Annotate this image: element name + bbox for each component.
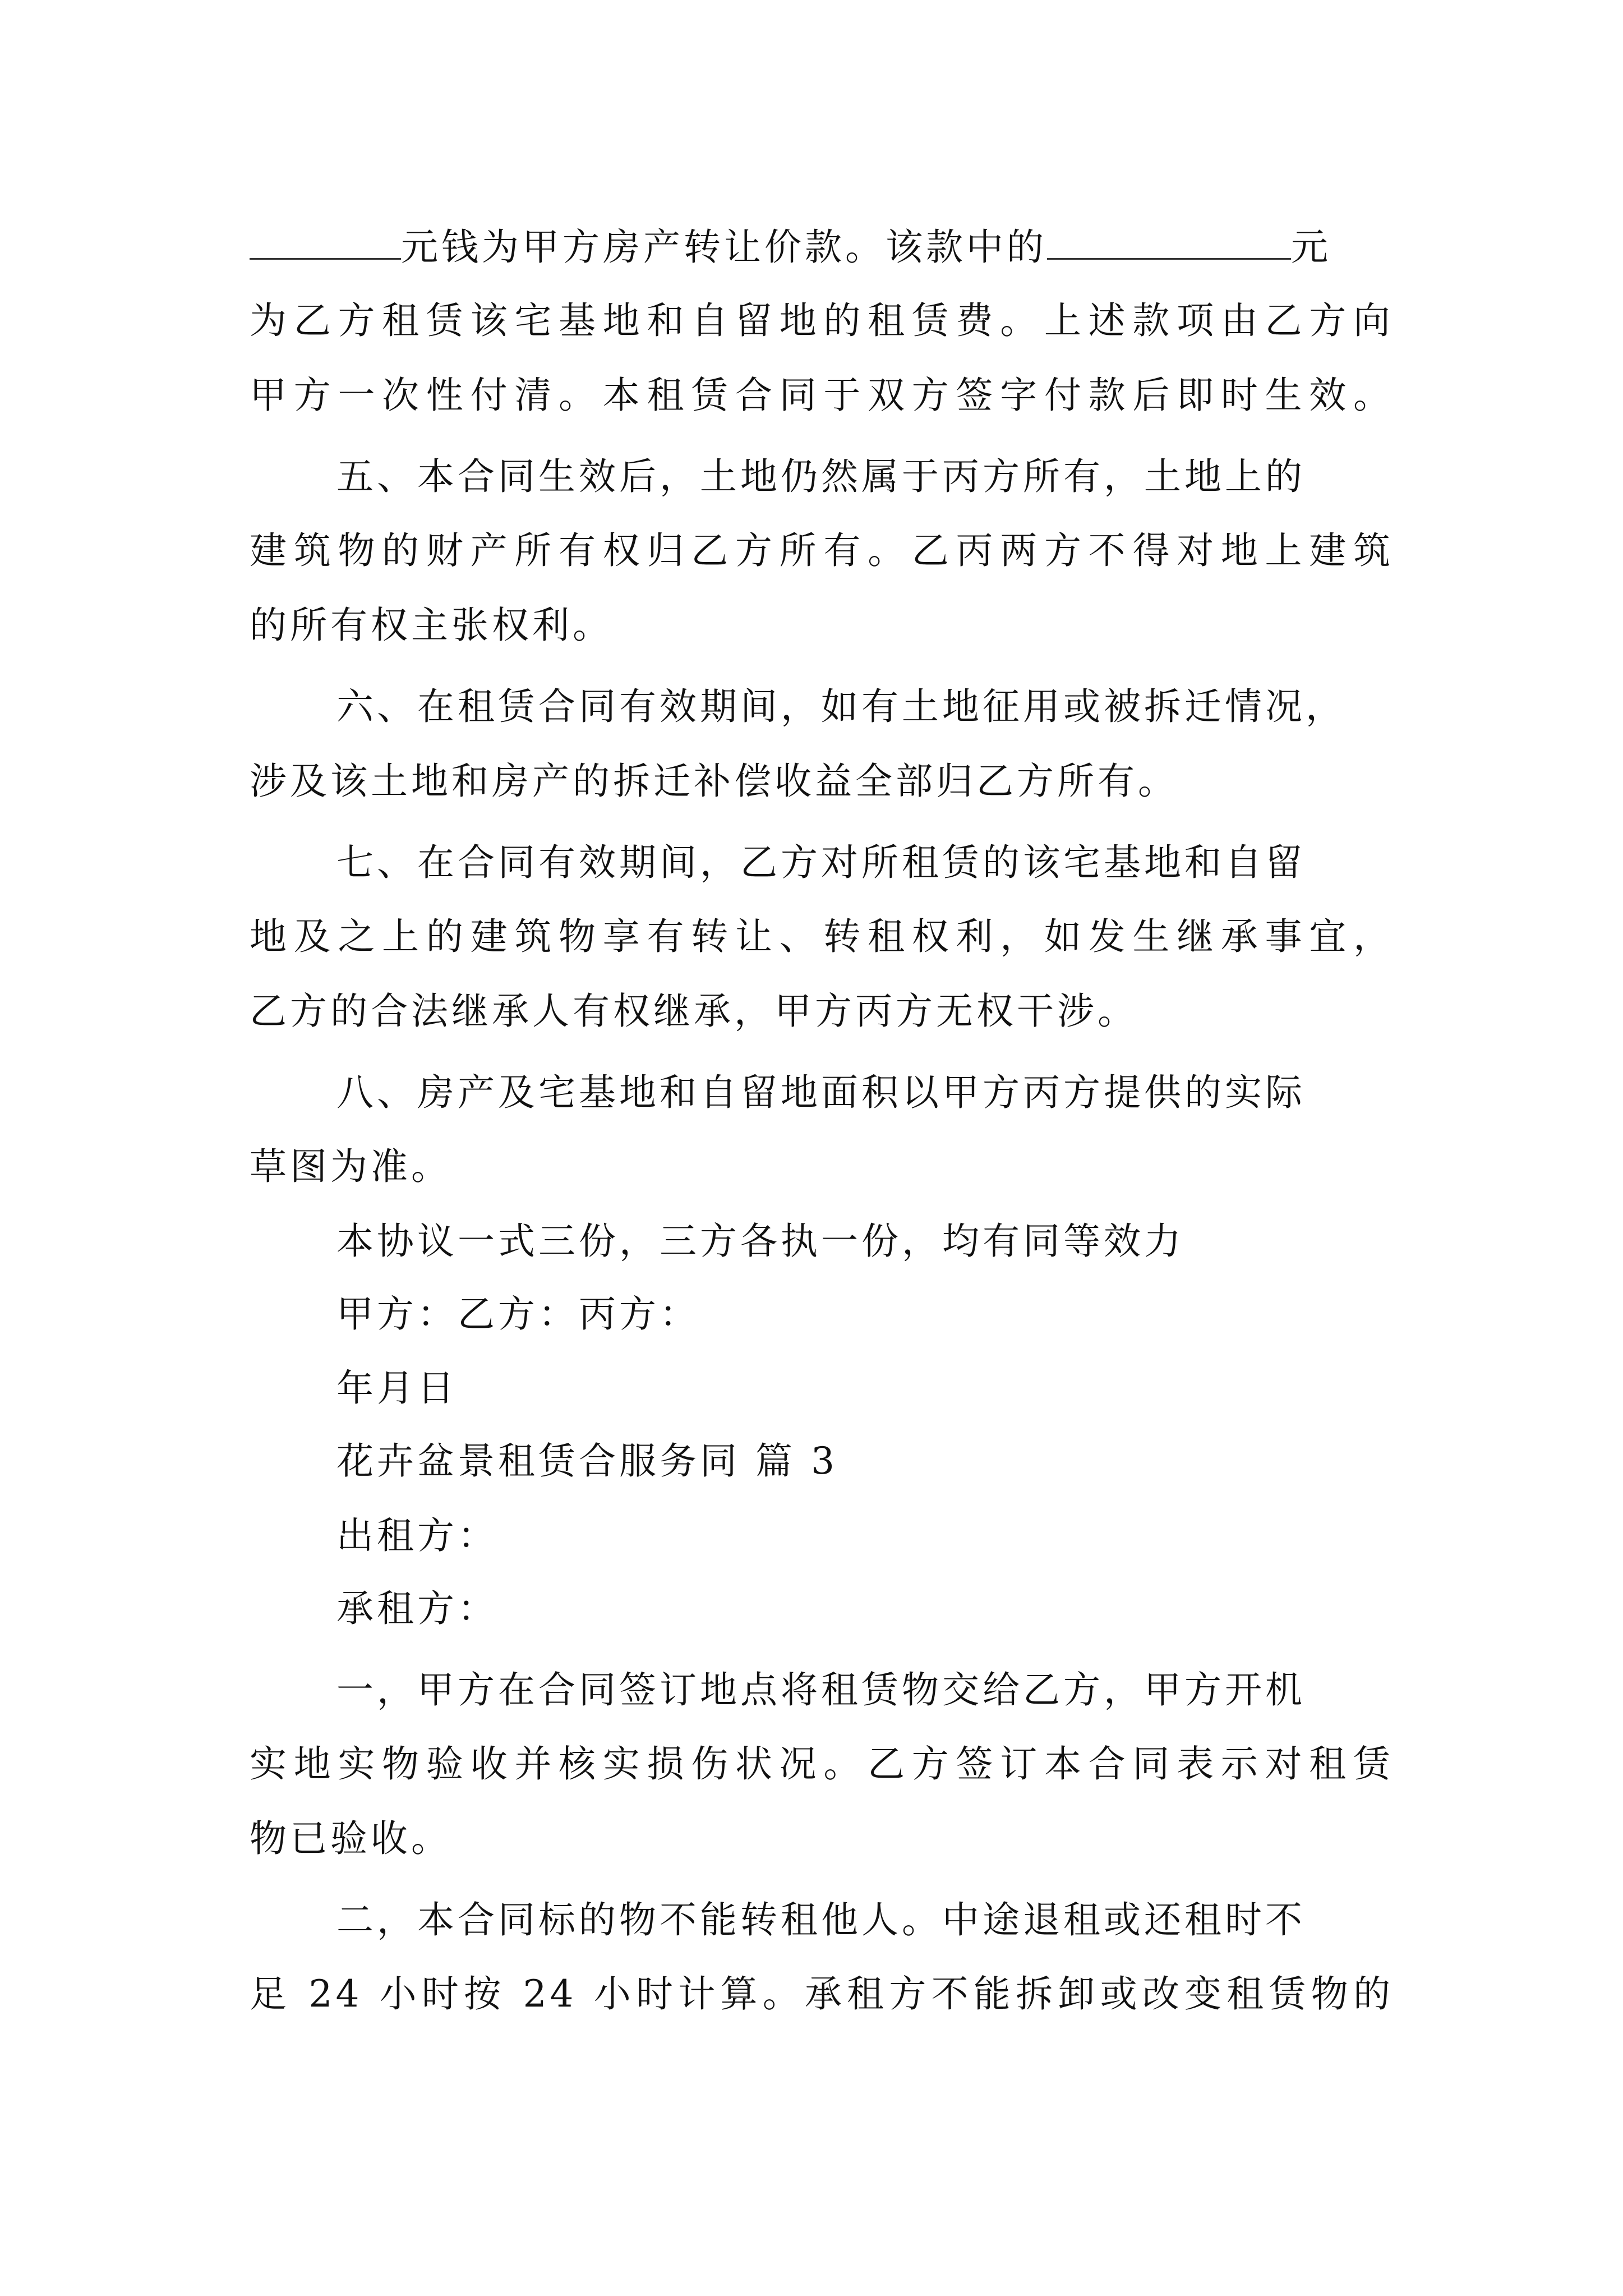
agreement-copies-line: 本协议一式三份，三方各执一份，均有同等效力 (336, 1220, 1184, 1263)
text-line: 地及之上的建筑物享有转让、转租权利，如发生继承事宜， (250, 915, 1394, 958)
text-line: 草图为准。 (250, 1145, 451, 1188)
paragraph-start: 六、在租赁合同有效期间，如有土地征用或被拆迁情况， (336, 685, 1346, 728)
blank-underline (250, 219, 401, 260)
text-line: 乙方的合法继承人有权继承，甲方丙方无权干涉。 (250, 990, 1138, 1033)
paragraph-start: 二，本合同标的物不能转租他人。中途退租或还租时不 (336, 1898, 1306, 1941)
text-line: 为乙方租赁该宅基地和自留地的租赁费。上述款项由乙方向 (250, 299, 1394, 342)
text-segment: 元钱为甲方房产转让价款。该款中的 (401, 226, 1047, 269)
text-line: 实地实物验收并核实损伤状况。乙方签订本合同表示对租赁 (250, 1742, 1394, 1786)
date-line: 年月日 (336, 1366, 458, 1410)
paragraph-start: 五、本合同生效后，土地仍然属于丙方所有，土地上的 (336, 455, 1306, 498)
text-line: 甲方一次性付清。本租赁合同于双方签字付款后即时生效。 (250, 374, 1394, 417)
text-line: 足 24 小时按 24 小时计算。承租方不能拆卸或改变租赁物的 (250, 1972, 1394, 2016)
blank-underline (1047, 219, 1291, 260)
paragraph-start: 七、在合同有效期间，乙方对所租赁的该宅基地和自留 (336, 841, 1306, 884)
lessee-line: 承租方： (336, 1587, 498, 1630)
text-line: 建筑物的财产所有权归乙方所有。乙丙两方不得对地上建筑 (250, 529, 1394, 572)
section-title: 花卉盆景租赁合服务同 篇 3 (336, 1439, 838, 1483)
text-segment: 元 (1291, 226, 1331, 269)
text-line: 的所有权主张权利。 (250, 604, 613, 647)
text-line (250, 219, 1394, 275)
text-line: 涉及该土地和房产的拆迁补偿收益全部归乙方所有。 (250, 760, 1178, 803)
signature-parties-line: 甲方：乙方：丙方： (336, 1292, 700, 1336)
paragraph-start: 八、房产及宅基地和自留地面积以甲方丙方提供的实际 (336, 1071, 1306, 1114)
paragraph-start: 一，甲方在合同签订地点将租赁物交给乙方，甲方开机 (336, 1668, 1306, 1711)
text-line: 物已验收。 (250, 1817, 451, 1860)
lessor-line: 出租方： (336, 1514, 498, 1557)
